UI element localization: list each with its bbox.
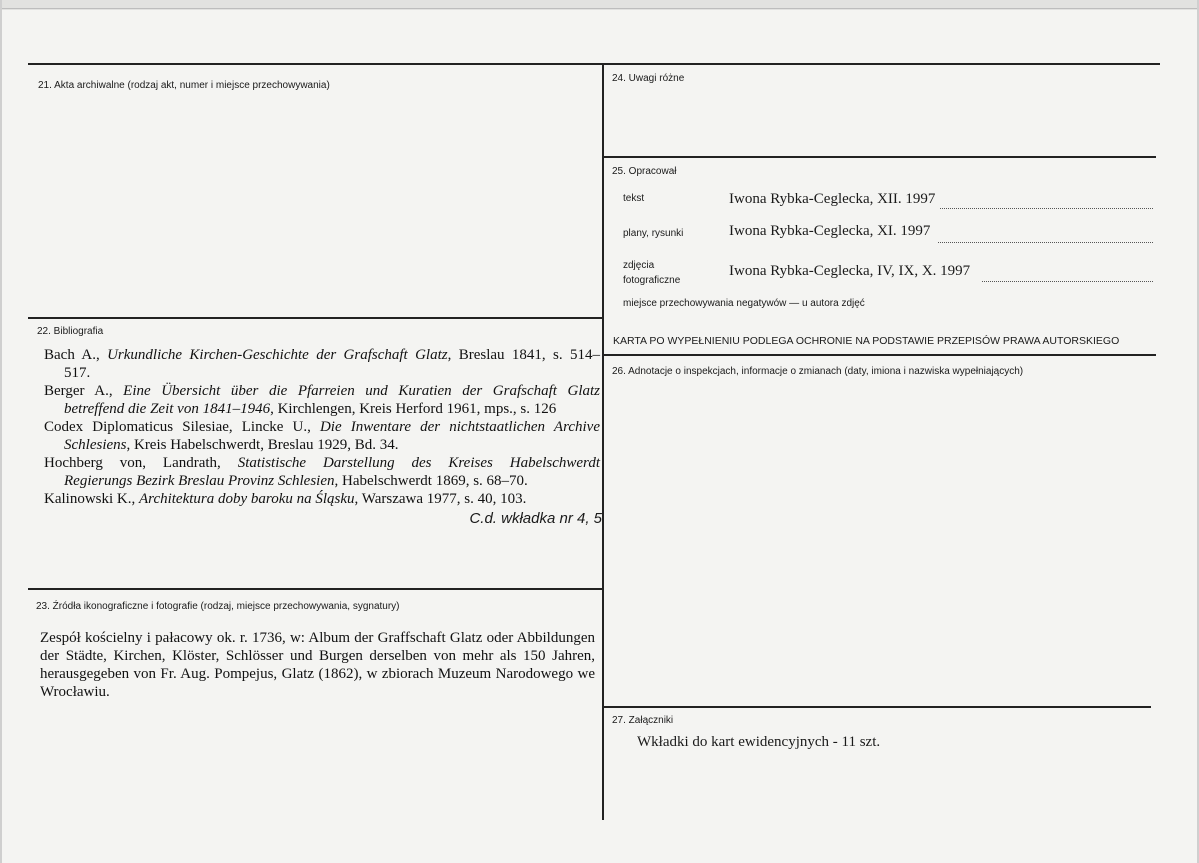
section-23-label: 23. Źródła ikonograficzne i fotografie (rodzaj, miejsce przechowywania, sygnatury) [36, 601, 400, 612]
bibliography-entry [44, 382, 600, 418]
bibliography-line [44, 364, 600, 382]
bibliography-text: , Habelschwerdt 1869, s. 68–70. [334, 473, 528, 489]
bibliography-title: Architektura doby baroku na Śląsku [139, 491, 355, 507]
author-row-dots-text [940, 208, 1153, 209]
bibliography-text: Hochberg von, Landrath, [44, 455, 238, 471]
bibliography-title: Regierungs Bezirk Breslau Provinz Schlesien [64, 473, 335, 489]
bibliography-text: Codex Diplomaticus Silesiae, Lincke U., [44, 419, 320, 435]
bibliography-text: Berger A., [44, 383, 124, 399]
bibliography-entry [44, 418, 600, 454]
author-row-dots-plans [938, 242, 1153, 243]
bibliography-title: Schlesiens [64, 437, 127, 453]
author-row-label-plans: plany, rysunki [623, 228, 684, 239]
author-row-value-plans: Iwona Rybka-Ceglecka, XI. 1997 [729, 223, 931, 239]
rule-22-23 [28, 588, 603, 590]
bibliography-title: betreffend die Zeit von 1841–1946 [64, 401, 271, 417]
continuation-note: C.d. wkładka nr 4, 5 [469, 510, 602, 527]
copyright-notice: KARTA PO WYPEŁNIENIU PODLEGA OCHRONIE NA PODSTAWIE PRZEPISÓW PRAWA AUTORSKIEGO [613, 335, 1120, 347]
bibliography-entry [44, 346, 600, 382]
iconographic-sources-text: Zespół kościelny i pałacowy ok. r. 1736, w: Album der Graffschaft Glatz oder Abbildungen der Städte, Kirchen, Klöster, Schlösser und Burgen derselben von mehr als 150 Jahren, herausgegeben von Fr. Aug. Pompejus, Glatz (1862), w zbiorach Muzeum Narodowego we Wrocławiu. [40, 630, 595, 700]
bibliography-text: , Kirchlengen, Kreis Herford 1961, mps., s. 126 [270, 401, 557, 417]
bibliography-line [44, 490, 600, 508]
rule-top [28, 63, 1160, 65]
bibliography-list [44, 346, 600, 508]
bibliography-line [44, 436, 600, 454]
rule-26-27 [603, 706, 1151, 708]
bibliography-text: 517. [64, 365, 91, 381]
author-row-value-photos: Iwona Rybka-Ceglecka, IV, IX, X. 1997 [729, 263, 971, 279]
bibliography-line [44, 346, 600, 364]
bibliography-line [44, 418, 600, 436]
section-24-label: 24. Uwagi różne [612, 73, 685, 84]
section-22-label: 22. Bibliografia [37, 326, 104, 337]
bibliography-line [44, 382, 600, 400]
author-row-label-photos-line2: fotograficzne [623, 275, 681, 286]
bibliography-title: Urkundliche Kirchen-Geschichte der Grafschaft Glatz [107, 347, 448, 363]
bibliography-line [44, 472, 600, 490]
bibliography-line [44, 400, 600, 418]
author-row-label-photos-line1: zdjęcia [623, 260, 655, 271]
author-row-label-text: tekst [623, 193, 645, 204]
bibliography-text: Kalinowski K., [44, 491, 139, 507]
section-25-label: 25. Opracował [612, 166, 677, 177]
author-row-value-text: Iwona Rybka-Ceglecka, XII. 1997 [729, 191, 936, 207]
bibliography-line [44, 454, 600, 472]
section-27-label: 27. Załączniki [612, 715, 674, 726]
bibliography-text: , Breslau 1841, s. 514– [447, 347, 600, 363]
rule-24-25 [603, 156, 1156, 158]
negatives-storage-text: miejsce przechowywania negatywów — u autora zdjęć [623, 298, 865, 309]
section-21-label: 21. Akta archiwalne (rodzaj akt, numer i miejsce przechowywania) [38, 80, 330, 91]
attachments-text: Wkładki do kart ewidencyjnych - 11 szt. [637, 734, 881, 750]
section-26-label: 26. Adnotacje o inspekcjach, informacje o zmianach (daty, imiona i nazwiska wypełniających) [612, 366, 1024, 377]
bibliography-title: Statistische Darstellung des Kreises Habelschwerdt [237, 455, 601, 471]
bibliography-title: Die Inwentare der nichtstaatlichen Archive [319, 419, 600, 435]
bibliography-text: Bach A., [44, 347, 108, 363]
bibliography-text: , Kreis Habelschwerdt, Breslau 1929, Bd. 34. [126, 437, 399, 453]
bibliography-text: , Warszawa 1977, s. 40, 103. [354, 491, 527, 507]
rule-21-22 [28, 317, 603, 319]
bibliography-entry [44, 490, 600, 508]
bibliography-title: Eine Übersicht über die Pfarreien und Kuratien der Grafschaft Glatz [123, 383, 601, 399]
bibliography-entry [44, 454, 600, 490]
author-row-dots-photos [982, 281, 1153, 282]
rule-25-26 [603, 354, 1156, 356]
